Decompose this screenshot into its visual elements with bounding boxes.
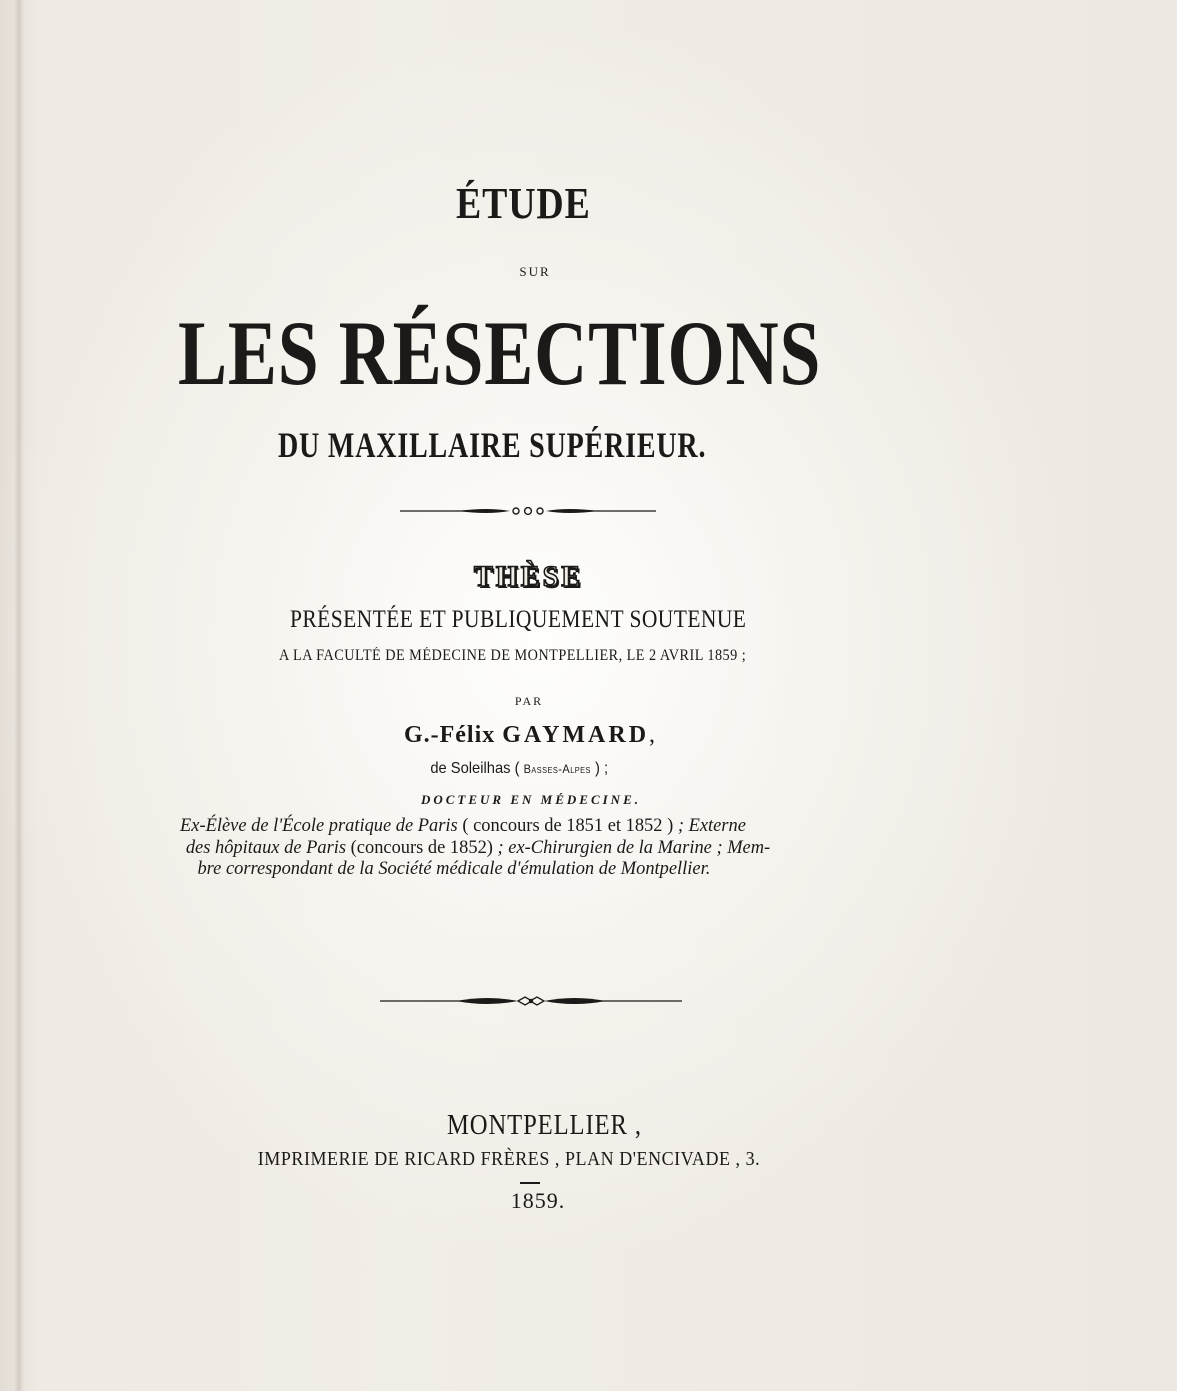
author-trailing: , — [649, 722, 657, 748]
author-biography — [180, 815, 865, 880]
biography-text: bre correspondant de la Société médicale d'émulation de Montpellier. — [197, 858, 711, 879]
biography-text: Ex-Élève de l'École pratique de Paris — [180, 815, 458, 836]
biography-line — [180, 815, 865, 837]
imprint-printer: IMPRIMERIE DE RICARD FRÈRES , PLAN D'ENCIVADE , 3. — [257, 1148, 761, 1170]
title-sur: SUR — [519, 264, 551, 279]
thesis-label: THÈSE — [473, 560, 584, 593]
biography-line — [180, 858, 865, 880]
biography-text: des hôpitaux de Paris — [185, 836, 347, 858]
imprint-year: 1859. — [510, 1188, 566, 1213]
page-fold-shadow — [14, 0, 24, 1391]
thesis-faculty-date: A LA FACULTÉ DE MÉDECINE DE MONTPELLIER, LE 2 AVRIL 1859 ; — [279, 647, 747, 664]
biography-text: ; Externe — [677, 815, 746, 836]
author-by: PAR — [514, 694, 544, 708]
author-degree: DOCTEUR EN MÉDECINE. — [420, 792, 641, 807]
biography-text: ; ex-Chirurgien de la Marine ; Mem- — [497, 836, 771, 858]
author-origin-prefix: de Soleilhas ( — [430, 760, 520, 777]
title-subtitle: DU MAXILLAIRE SUPÉRIEUR. — [278, 425, 707, 465]
title-etude: ÉTUDE — [456, 179, 591, 228]
thesis-presented: PRÉSENTÉE ET PUBLIQUEMENT SOUTENUE — [290, 606, 747, 633]
biography-text: (concours de 1852) — [346, 836, 498, 858]
author-given-name: G.-Félix — [403, 722, 496, 748]
author-origin-region: Basses-Alpes — [523, 762, 591, 776]
imprint-city: MONTPELLIER , — [447, 1110, 642, 1141]
author-name — [380, 722, 680, 749]
author-origin-suffix: ) ; — [594, 760, 609, 777]
ornamental-rule-top — [398, 504, 658, 518]
ornamental-rule-bottom — [378, 993, 684, 1009]
author-surname: GAYMARD — [502, 722, 650, 748]
author-origin — [418, 760, 620, 778]
title-main: LES RÉSECTIONS — [178, 302, 822, 404]
biography-text: ( concours de 1851 et 1852 ) — [457, 815, 678, 836]
biography-line — [180, 837, 865, 859]
imprint-dash — [520, 1182, 540, 1184]
